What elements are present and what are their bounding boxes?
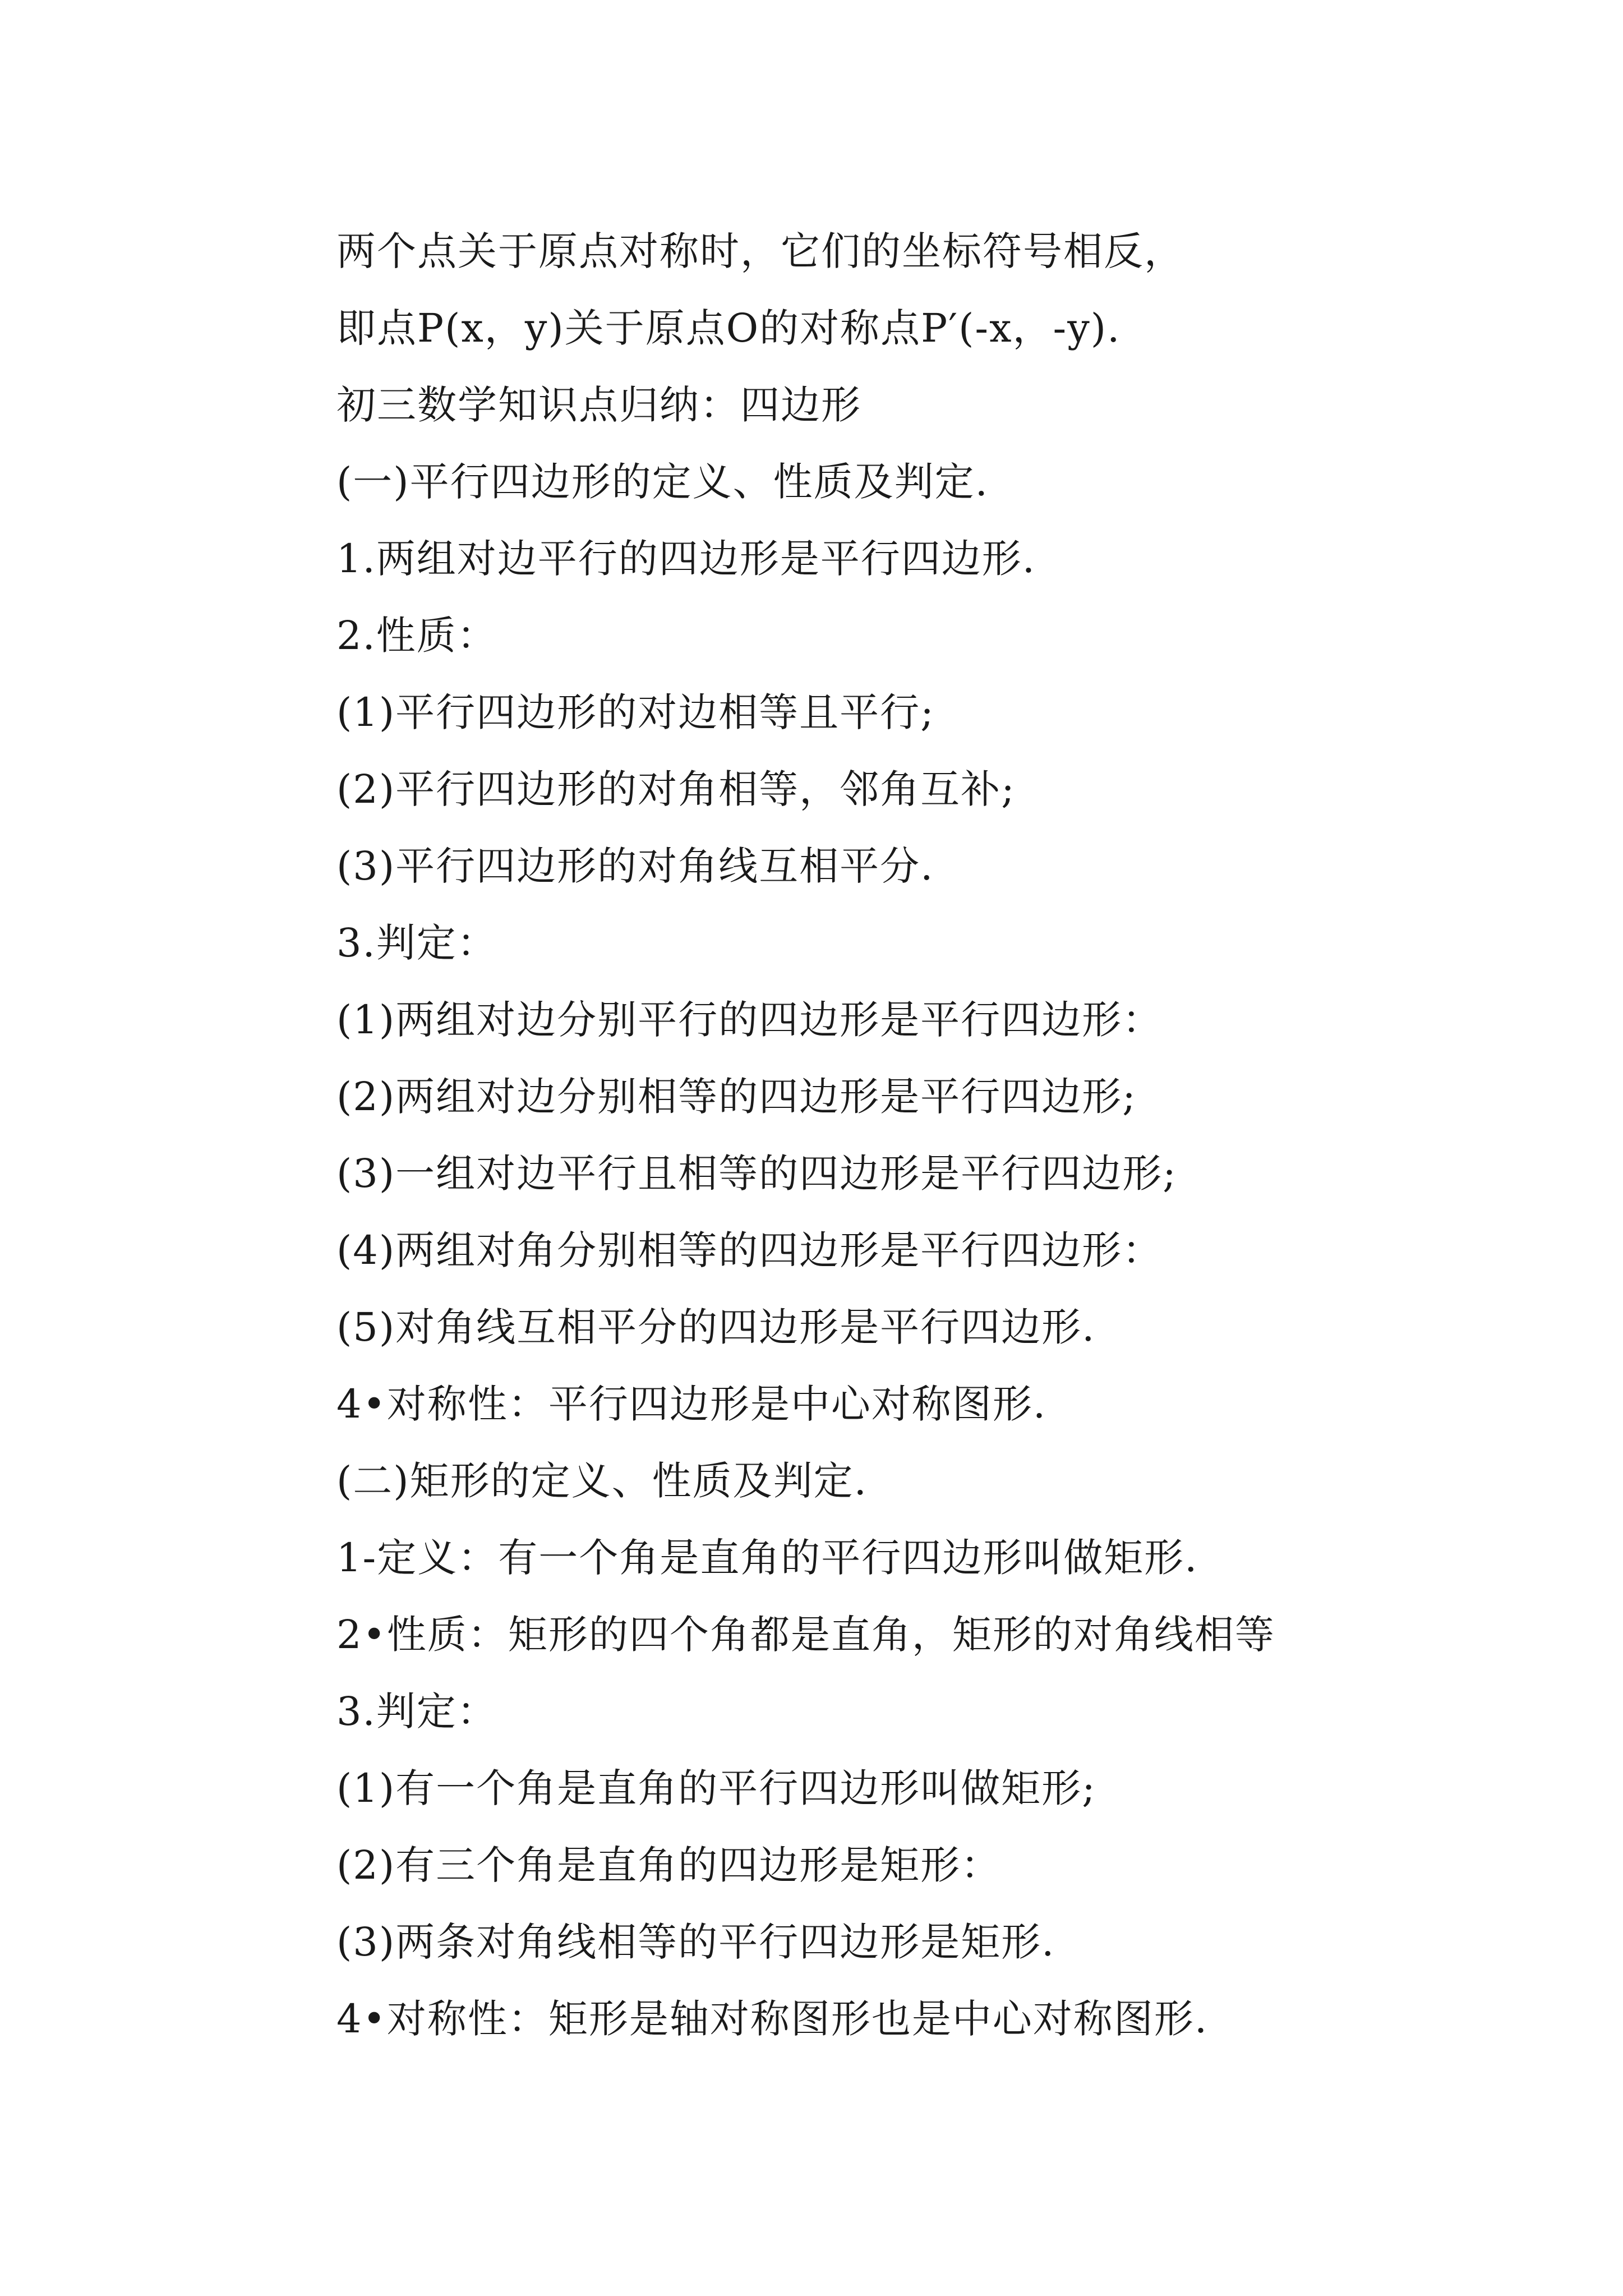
text-line: 3.判定：: [336, 920, 497, 966]
text-line: 4•对称性：平行四边形是中心对称图形.: [336, 1381, 1047, 1427]
section-heading: 初三数学知识点归纳：四边形: [336, 382, 861, 428]
text-line: 1-定义：有一个角是直角的平行四边形叫做矩形.: [336, 1535, 1198, 1581]
text-line: 2.性质：: [336, 613, 497, 659]
text-line: (1)有一个角是直角的平行四边形叫做矩形;: [336, 1765, 1096, 1811]
text-line: (1)平行四边形的对边相等且平行;: [336, 689, 935, 735]
text-line: (3)平行四边形的对角线互相平分.: [336, 843, 934, 889]
text-line: (2)两组对边分别相等的四边形是平行四边形;: [336, 1074, 1137, 1120]
text-line: (2)有三个角是直角的四边形是矩形：: [336, 1842, 1002, 1888]
text-line: 即点P(x，y)关于原点O的对称点P′(-x，-y).: [336, 305, 1121, 351]
text-line: 两个点关于原点对称时，它们的坐标符号相反，: [336, 228, 1184, 274]
text-line: (3)一组对边平行且相等的四边形是平行四边形;: [336, 1151, 1177, 1197]
text-line: (2)平行四边形的对角相等，邻角互补;: [336, 766, 1016, 812]
document-body: [336, 213, 1503, 2058]
text-line: 4•对称性：矩形是轴对称图形也是中心对称图形.: [336, 1996, 1209, 2042]
text-line: 1.两组对边平行的四边形是平行四边形.: [336, 536, 1036, 582]
text-line: (4)两组对角分别相等的四边形是平行四边形：: [336, 1227, 1163, 1273]
subsection-heading: (二)矩形的定义、性质及判定.: [336, 1458, 868, 1504]
text-line: (1)两组对边分别平行的四边形是平行四边形：: [336, 997, 1163, 1043]
text-line: 2•性质：矩形的四个角都是直角，矩形的对角线相等: [336, 1612, 1275, 1658]
text-line: 3.判定：: [336, 1688, 497, 1734]
text-line: (5)对角线互相平分的四边形是平行四边形.: [336, 1304, 1096, 1350]
subsection-heading: (一)平行四边形的定义、性质及判定.: [336, 459, 989, 505]
text-line: (3)两条对角线相等的平行四边形是矩形.: [336, 1919, 1055, 1965]
